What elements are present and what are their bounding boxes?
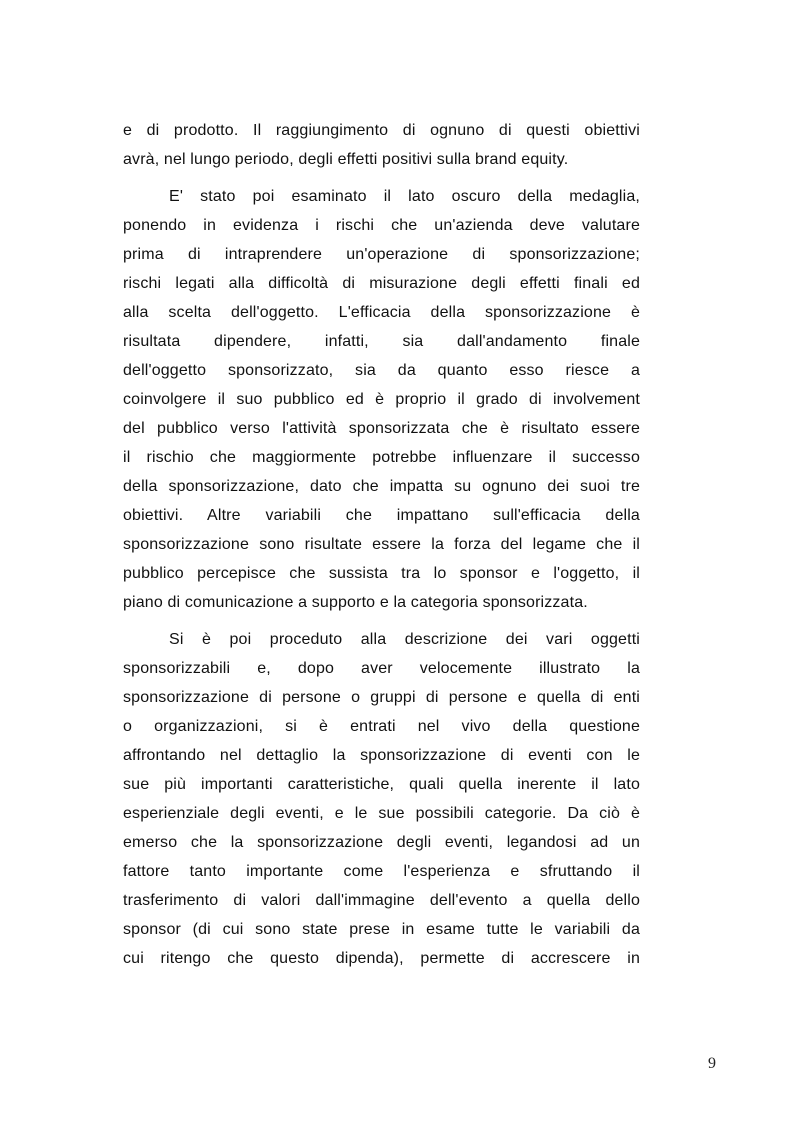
text-line: sponsorizzazione di persone o gruppi di persone e quella di enti [123, 689, 640, 706]
text-line: sponsorizzabili e, dopo aver velocemente illustrato la [123, 660, 640, 677]
text-line: prima di intraprendere un'operazione di sponsorizzazione; [123, 246, 640, 263]
text-line: risultata dipendere, infatti, sia dall'andamento finale [123, 333, 640, 350]
text-line: e di prodotto. Il raggiungimento di ognuno di questi obiettivi [123, 122, 640, 139]
text-line: del pubblico verso l'attività sponsorizzata che è risultato essere [123, 420, 640, 437]
body-text [123, 116, 640, 973]
text-line: esperienziale degli eventi, e le sue possibili categorie. Da ciò è [123, 805, 640, 822]
text-line: dell'oggetto sponsorizzato, sia da quanto esso riesce a [123, 362, 640, 379]
text-line: della sponsorizzazione, dato che impatta su ognuno dei suoi tre [123, 478, 640, 495]
text-line: o organizzazioni, si è entrati nel vivo della questione [123, 718, 640, 735]
text-line: rischi legati alla difficoltà di misurazione degli effetti finali ed [123, 275, 640, 292]
paragraph-1 [123, 116, 640, 174]
text-line: trasferimento di valori dall'immagine dell'evento a quella dello [123, 892, 640, 909]
text-line: sue più importanti caratteristiche, quali quella inerente il lato [123, 776, 640, 793]
paragraph-3 [123, 625, 640, 973]
text-line: fattore tanto importante come l'esperienza e sfruttando il [123, 863, 640, 880]
text-line: affrontando nel dettaglio la sponsorizzazione di eventi con le [123, 747, 640, 764]
text-line: cui ritengo che questo dipenda), permette di accrescere in [123, 950, 640, 967]
text-line: avrà, nel lungo periodo, degli effetti positivi sulla brand equity. [123, 151, 569, 168]
text-line: Si è poi proceduto alla descrizione dei vari oggetti [169, 631, 640, 648]
text-line: coinvolgere il suo pubblico ed è proprio il grado di involvement [123, 391, 640, 408]
text-line: piano di comunicazione a supporto e la categoria sponsorizzata. [123, 594, 588, 611]
text-line: ponendo in evidenza i rischi che un'azienda deve valutare [123, 217, 640, 234]
text-line: sponsor (di cui sono state prese in esame tutte le variabili da [123, 921, 640, 938]
text-line: pubblico percepisce che sussista tra lo sponsor e l'oggetto, il [123, 565, 640, 582]
text-line: emerso che la sponsorizzazione degli eventi, legandosi ad un [123, 834, 640, 851]
text-line: il rischio che maggiormente potrebbe influenzare il successo [123, 449, 640, 466]
text-line: sponsorizzazione sono risultate essere la forza del legame che il [123, 536, 640, 553]
text-line: alla scelta dell'oggetto. L'efficacia della sponsorizzazione è [123, 304, 640, 321]
text-line: E' stato poi esaminato il lato oscuro della medaglia, [169, 188, 640, 205]
page-number: 9 [708, 1055, 716, 1072]
text-line: obiettivi. Altre variabili che impattano sull'efficacia della [123, 507, 640, 524]
paragraph-2 [123, 182, 640, 617]
